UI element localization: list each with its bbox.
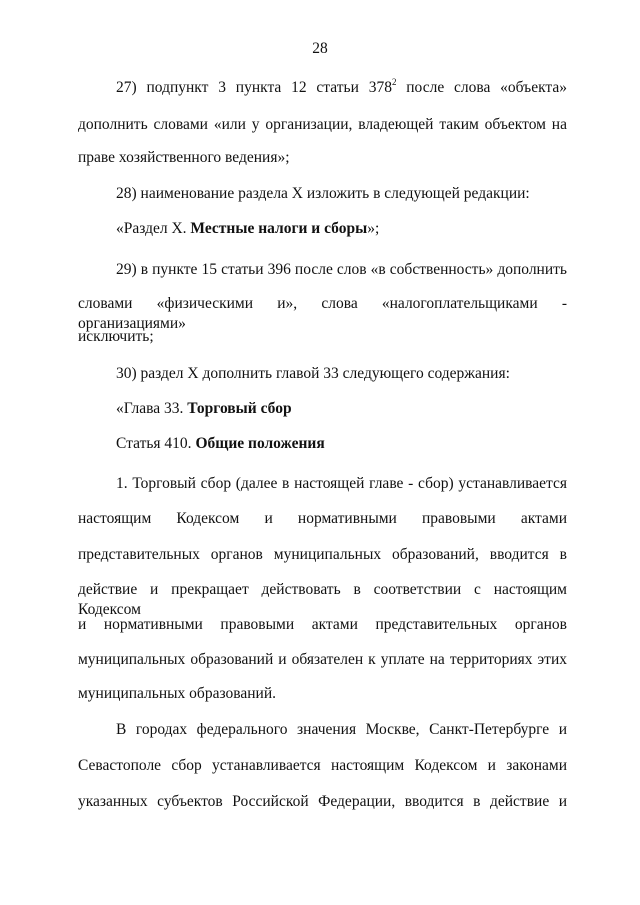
- chapter-title-prefix: «Глава 33.: [116, 400, 188, 417]
- section-title-line: [116, 219, 379, 239]
- para-1-line-3: представительных органов муниципальных образований, вводится в: [78, 546, 567, 563]
- para-1-line-5: и нормативными правовыми актами представительных органов: [78, 616, 567, 633]
- item-28: 28) наименование раздела X изложить в следующей редакции:: [116, 185, 530, 202]
- item-27-line-2: дополнить словами «или у организации, владеющей таким объектом на: [78, 116, 567, 133]
- para-2-line-2: Севастополе сбор устанавливается настоящим Кодексом и законами: [78, 757, 567, 774]
- item-27-line-3: праве хозяйственного ведения»;: [78, 149, 290, 166]
- article-title-bold: Общие положения: [195, 435, 325, 452]
- para-1-line-7: муниципальных образований.: [78, 685, 276, 702]
- article-superscript: 2: [391, 77, 397, 87]
- chapter-title-line: [116, 399, 292, 419]
- article-title-prefix: Статья 410.: [116, 435, 196, 452]
- item-29-line-3: исключить;: [78, 328, 154, 345]
- para-2-line-3: указанных субъектов Российской Федерации, вводится в действие и: [78, 793, 567, 810]
- chapter-title-bold: Торговый сбор: [187, 400, 292, 417]
- para-2-line-1: В городах федерального значения Москве, Санкт-Петербурге и: [116, 721, 567, 738]
- article-title-line: [116, 434, 325, 454]
- para-1-line-4: действие и прекращает действовать в соответствии с настоящим Кодексом: [78, 581, 567, 618]
- item-27-text-start: 27) подпункт 3 пункта 12 статьи 378: [116, 79, 392, 96]
- item-27-line-1: [116, 78, 567, 98]
- para-1-line-2: настоящим Кодексом и нормативными правовыми актами: [78, 510, 567, 527]
- section-title-prefix: «Раздел X.: [116, 220, 191, 237]
- item-29-line-1: 29) в пункте 15 статьи 396 после слов «в собственность» дополнить: [116, 261, 567, 278]
- item-27-text-end: после слова «объекта»: [396, 79, 567, 96]
- para-1-line-1: 1. Торговый сбор (далее в настоящей главе - сбор) устанавливается: [116, 475, 567, 492]
- para-1-line-6: муниципальных образований и обязателен к уплате на территориях этих: [78, 651, 567, 668]
- item-29-line-2: словами «физическими и», слова «налогоплательщиками - организациями»: [78, 295, 567, 332]
- section-title-suffix: »;: [367, 220, 380, 237]
- page-number: 28: [312, 40, 328, 57]
- section-title-bold: Местные налоги и сборы: [190, 220, 368, 237]
- item-30: 30) раздел X дополнить главой 33 следующего содержания:: [116, 365, 510, 382]
